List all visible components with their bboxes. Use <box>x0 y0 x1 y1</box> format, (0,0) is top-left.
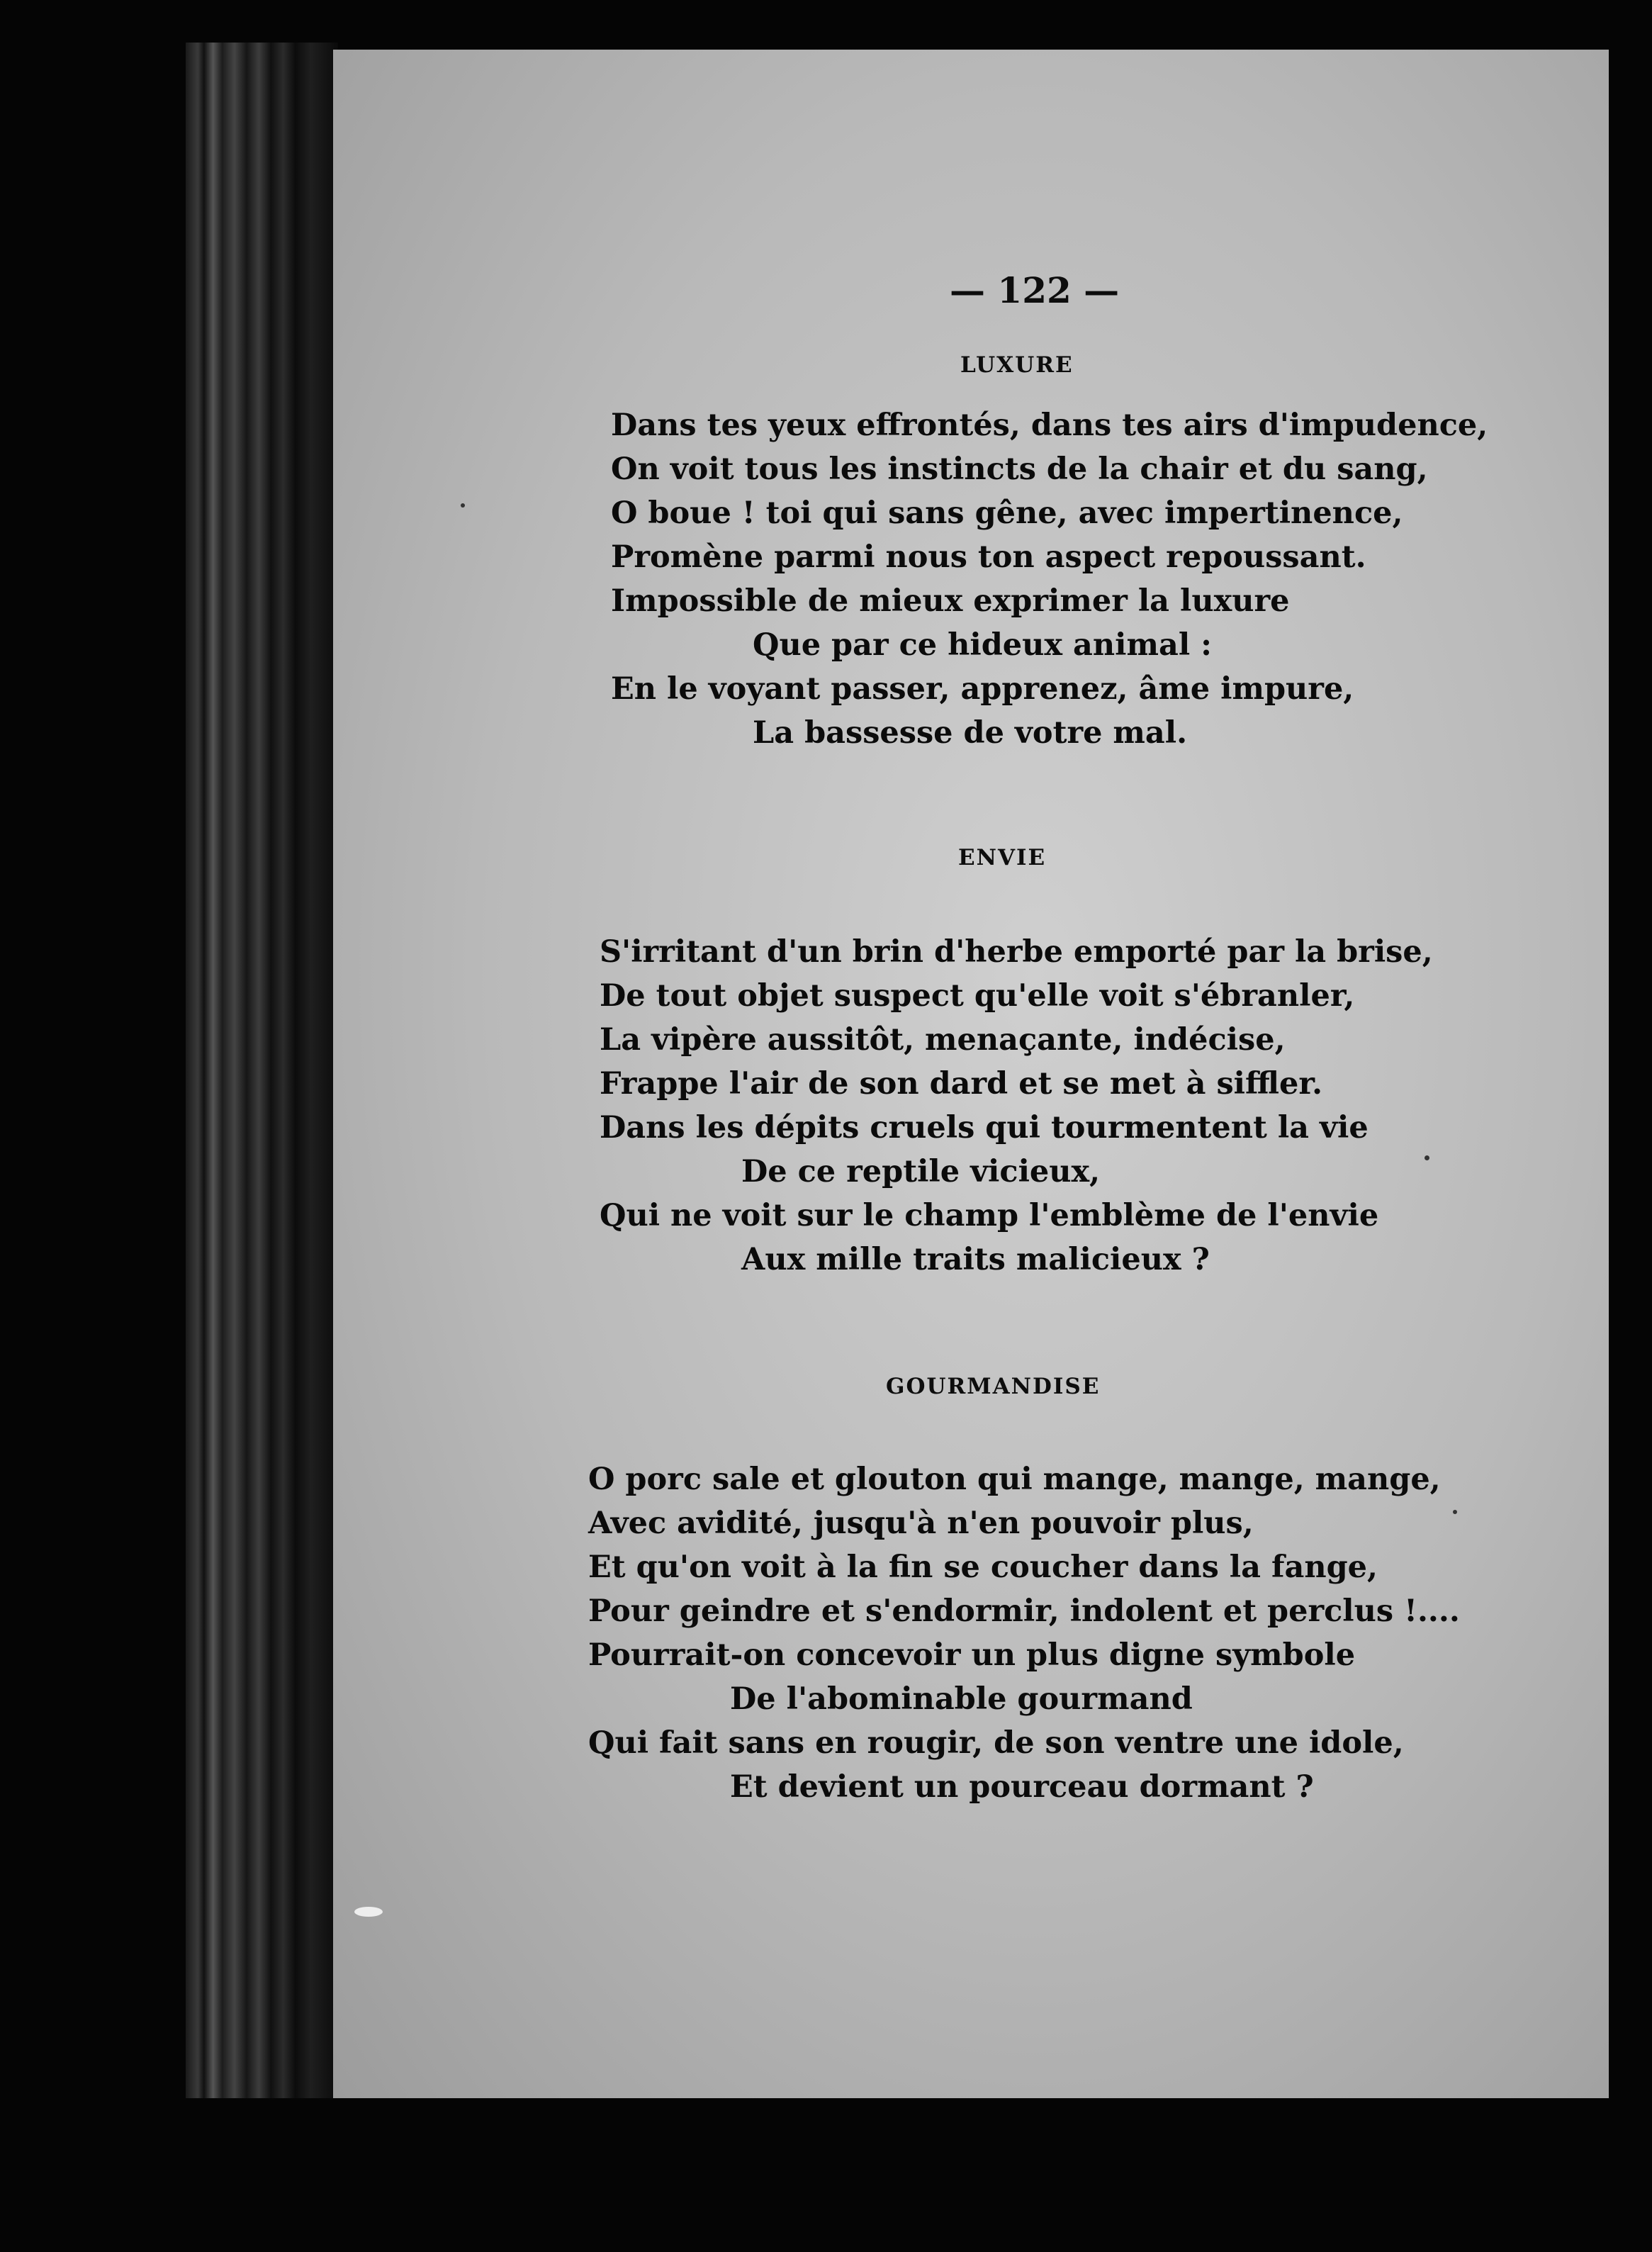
poem-line: Que par ce hideux animal : <box>753 627 1213 663</box>
page-number: — 122 — <box>950 269 1120 311</box>
poem-line: Frappe l'air de son dard et se met à siffler. <box>600 1066 1323 1102</box>
poem-line: Qui fait sans en rougir, de son ventre une idole, <box>588 1725 1404 1761</box>
poem-line: Avec avidité, jusqu'à n'en pouvoir plus, <box>588 1506 1254 1541</box>
poem-line: Et devient un pourceau dormant ? <box>730 1769 1314 1805</box>
poem-line: Qui ne voit sur le champ l'emblème de l'envie <box>600 1198 1379 1233</box>
section-title-envie: ENVIE <box>958 845 1047 870</box>
section-title-luxure: LUXURE <box>960 352 1074 378</box>
paper-blemish <box>354 1907 383 1917</box>
poem-line: Dans tes yeux effrontés, dans tes airs d'impudence, <box>611 408 1488 443</box>
poem-line: Et qu'on voit à la fin se coucher dans la fange, <box>588 1550 1378 1585</box>
poem-line: De tout objet suspect qu'elle voit s'ébranler, <box>600 978 1355 1014</box>
poem-line: On voit tous les instincts de la chair et du sang, <box>611 452 1428 487</box>
paper-speck <box>461 503 465 508</box>
poem-line: O boue ! toi qui sans gêne, avec impertinence, <box>611 495 1403 531</box>
poem-line: O porc sale et glouton qui mange, mange, mange, <box>588 1462 1441 1497</box>
paper-speck <box>1425 1155 1429 1160</box>
poem-line: Pourrait-on concevoir un plus digne symbole <box>588 1637 1356 1673</box>
poem-line: La bassesse de votre mal. <box>753 715 1188 751</box>
poem-line: Dans les dépits cruels qui tourmentent la vie <box>600 1110 1369 1145</box>
poem-line: En le voyant passer, apprenez, âme impure, <box>611 671 1354 707</box>
poem-line: Impossible de mieux exprimer la luxure <box>611 583 1290 619</box>
poem-line: Promène parmi nous ton aspect repoussant. <box>611 539 1366 575</box>
poem-line: S'irritant d'un brin d'herbe emporté par la brise, <box>600 934 1433 970</box>
poem-line: De ce reptile vicieux, <box>741 1154 1101 1189</box>
book-spine <box>186 43 338 2098</box>
poem-line: Aux mille traits malicieux ? <box>741 1242 1210 1277</box>
paper-speck <box>1453 1510 1457 1514</box>
poem-line: Pour geindre et s'endormir, indolent et perclus !.... <box>588 1593 1460 1629</box>
section-title-gourmandise: GOURMANDISE <box>886 1374 1101 1399</box>
poem-line: De l'abominable gourmand <box>730 1681 1193 1717</box>
poem-line: La vipère aussitôt, menaçante, indécise, <box>600 1022 1286 1058</box>
